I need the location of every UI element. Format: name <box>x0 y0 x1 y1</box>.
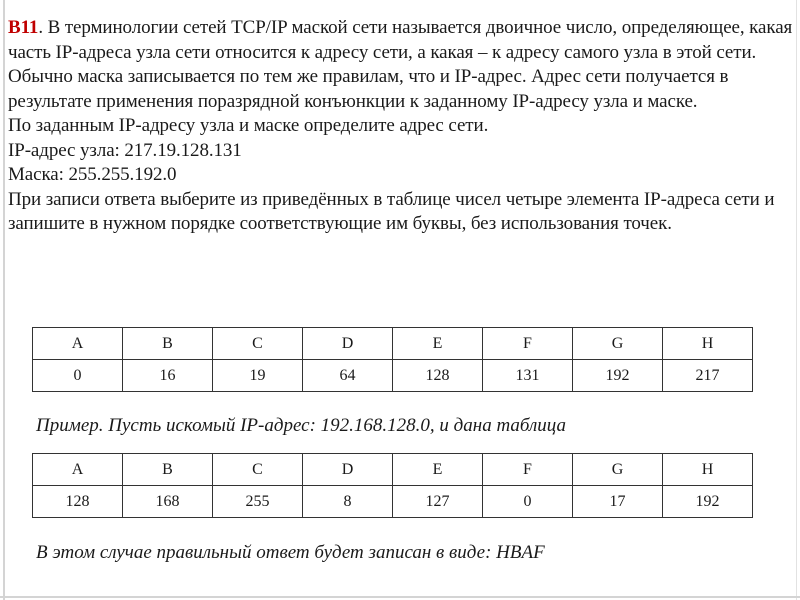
value-cell: 17 <box>573 486 663 518</box>
letter-cell: C <box>213 454 303 486</box>
value-cell: 64 <box>303 360 393 392</box>
letter-cell: G <box>573 328 663 360</box>
letter-cell: A <box>33 328 123 360</box>
value-cell: 16 <box>123 360 213 392</box>
letter-cell: H <box>663 454 753 486</box>
example-intro: Пример. Пусть искомый IP-адрес: 192.168.128.0, и дана таблица <box>36 415 567 436</box>
letter-cell: B <box>123 454 213 486</box>
right-border-line <box>796 0 797 600</box>
example-answer: В этом случае правильный ответ будет записан в виде: HBAF <box>36 542 545 563</box>
value-cell: 0 <box>33 360 123 392</box>
letter-cell: B <box>123 328 213 360</box>
value-cell: 192 <box>573 360 663 392</box>
task-answer-rule: При записи ответа выберите из приведённых в таблице чисел четыре элемента IP-адреса сети и запишите в нужном порядке соответствующие им буквы, без использования точек. <box>8 188 775 234</box>
task-ip-address: IP-адрес узла: 217.19.128.131 <box>8 139 242 161</box>
options-table <box>32 327 753 392</box>
options-value-row <box>33 360 753 392</box>
letter-cell: H <box>663 328 753 360</box>
task-mask: Маска: 255.255.192.0 <box>8 164 177 185</box>
bottom-border-line <box>0 596 800 598</box>
letter-cell: C <box>213 328 303 360</box>
task-intro-text: . В терминологии сетей TCP/IP маской сети называется двоичное число, определяющее, какая часть IP-адреса узла сети относится к адресу сети, а какая – к адресу самого узла в этой сети. Обычно маска записывается по тем же правилам, что и IP-адрес. Адрес сети получается в результате применения поразрядной конъюнкции к заданному IP-адресу узла и маске. <box>8 17 793 112</box>
value-cell: 192 <box>663 486 753 518</box>
letter-cell: E <box>393 328 483 360</box>
value-cell: 0 <box>483 486 573 518</box>
value-cell: 128 <box>33 486 123 518</box>
example-value-row <box>33 486 753 518</box>
value-cell: 168 <box>123 486 213 518</box>
task-number: B11 <box>8 17 39 38</box>
task-statement <box>8 16 794 237</box>
letter-cell: E <box>393 454 483 486</box>
value-cell: 128 <box>393 360 483 392</box>
letter-cell: F <box>483 454 573 486</box>
value-cell: 19 <box>213 360 303 392</box>
letter-cell: D <box>303 454 393 486</box>
letter-cell: G <box>573 454 663 486</box>
letter-cell: F <box>483 328 573 360</box>
value-cell: 217 <box>663 360 753 392</box>
value-cell: 131 <box>483 360 573 392</box>
example-letter-row <box>33 454 753 486</box>
left-border-line <box>3 0 5 600</box>
example-table <box>32 453 753 518</box>
task-instruction: По заданным IP-адресу узла и маске определите адрес сети. <box>8 115 489 136</box>
value-cell: 255 <box>213 486 303 518</box>
task-intro-paragraph <box>8 16 794 114</box>
value-cell: 8 <box>303 486 393 518</box>
value-cell: 127 <box>393 486 483 518</box>
letter-cell: A <box>33 454 123 486</box>
letter-cell: D <box>303 328 393 360</box>
options-letter-row <box>33 328 753 360</box>
